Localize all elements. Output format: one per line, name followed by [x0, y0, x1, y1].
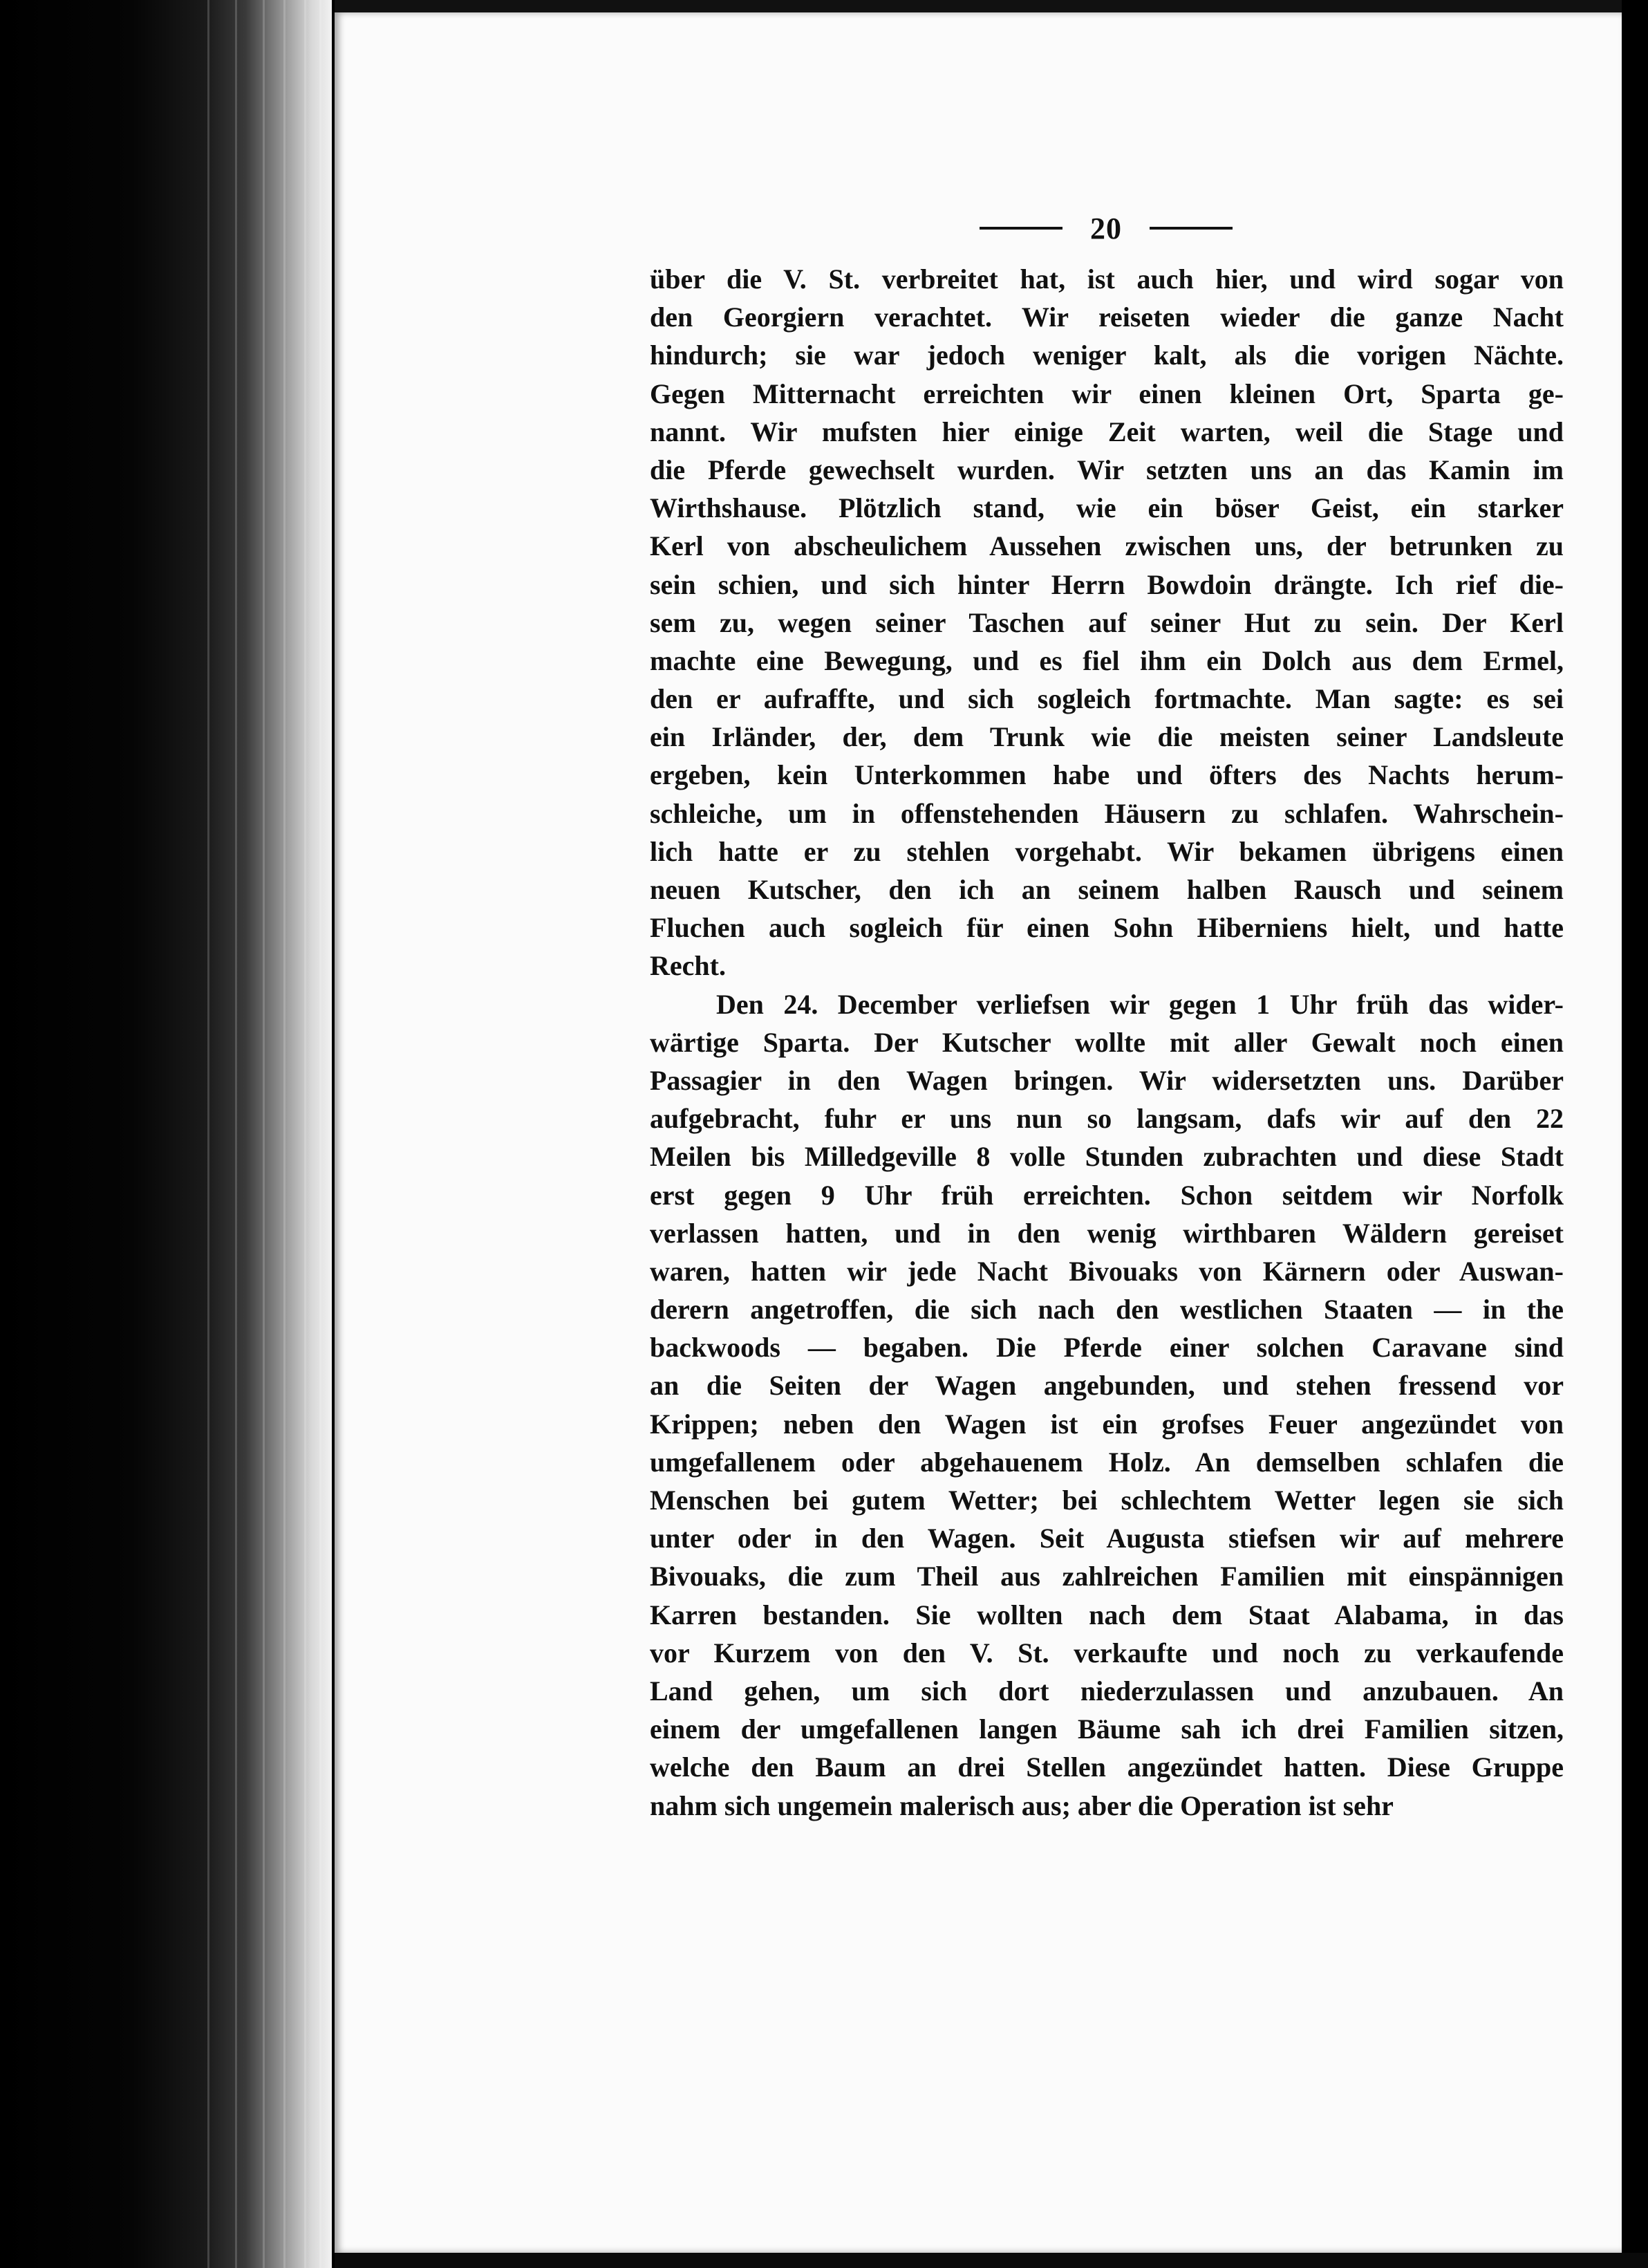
text-line: schleiche, um in offenstehenden Häusern zu schlafen. Wahrschein- — [650, 797, 1564, 829]
book-spine — [0, 0, 332, 2268]
text-line: umgefallenem oder abgehauenem Holz. An demselben schlafen die — [650, 1446, 1564, 1478]
text-line: lich hatte er zu stehlen vorgehabt. Wir bekamen übrigens einen — [650, 835, 1564, 867]
text-line: Bivouaks, die zum Theil aus zahlreichen Familien mit einspännigen — [650, 1561, 1564, 1592]
text-line: nannt. Wir mufsten hier einige Zeit warten, weil die Stage und — [650, 416, 1564, 447]
text-line: Gegen Mitternacht erreichten wir einen kleinen Ort, Sparta ge- — [650, 378, 1564, 409]
text-line: Land gehen, um sich dort niederzulassen und anzubauen. An — [650, 1675, 1564, 1707]
text-line: Menschen bei gutem Wetter; bei schlechtem Wetter legen sie sich — [650, 1485, 1564, 1516]
text-line: vor Kurzem von den V. St. verkaufte und noch zu verkaufende — [650, 1637, 1564, 1669]
text-line: waren, hatten wir jede Nacht Bivouaks von Kärnern oder Auswan- — [650, 1255, 1564, 1287]
spine-page-edge — [235, 0, 237, 2268]
scan-border-bottom — [335, 2253, 1648, 2268]
text-line: aufgebracht, fuhr er uns nun so langsam, dafs wir auf den 22 — [650, 1103, 1564, 1135]
text-line: unter oder in den Wagen. Seit Augusta stiefsen wir auf mehrere — [650, 1523, 1564, 1554]
text-line: Passagier in den Wagen bringen. Wir widersetzten uns. Darüber — [650, 1064, 1564, 1096]
text-line: Kerl von abscheulichem Aussehen zwischen uns, der betrunken zu — [650, 530, 1564, 562]
text-line: machte eine Bewegung, und es fiel ihm ein Dolch aus dem Ermel, — [650, 644, 1564, 676]
text-line: derern angetroffen, die sich nach den westlichen Staaten — in the — [650, 1294, 1564, 1326]
text-line: welche den Baum an drei Stellen angezündet hatten. Diese Gruppe — [650, 1751, 1564, 1783]
text-line: erst gegen 9 Uhr früh erreichten. Schon seitdem wir Norfolk — [650, 1179, 1564, 1211]
text-line: nahm sich ungemein malerisch aus; aber die Operation ist sehr — [650, 1790, 1394, 1821]
text-line: Fluchen auch sogleich für einen Sohn Hiberniens hielt, und hatte — [650, 912, 1564, 944]
text-line: an die Seiten der Wagen angebunden, und stehen fressend vor — [650, 1370, 1564, 1402]
text-line: sem zu, wegen seiner Taschen auf seiner Hut zu sein. Der Kerl — [650, 606, 1564, 638]
spine-page-edge — [207, 0, 209, 2268]
body-text — [650, 260, 1564, 1825]
page-header — [650, 207, 1562, 249]
text-line: hindurch; sie war jedoch weniger kalt, als die vorigen Nächte. — [650, 340, 1564, 371]
text-line: Krippen; neben den Wagen ist ein grofses Feuer angezündet von — [650, 1408, 1564, 1440]
scan-border-right — [1622, 0, 1648, 2268]
text-line: den Georgiern verachtet. Wir reiseten wieder die ganze Nacht — [650, 301, 1564, 333]
text-line: verlassen hatten, und in den wenig wirthbaren Wäldern gereiset — [650, 1217, 1564, 1249]
header-rule-right — [1150, 227, 1233, 230]
page-number: 20 — [1090, 211, 1122, 245]
text-line: die Pferde gewechselt wurden. Wir setzten uns an das Kamin im — [650, 454, 1564, 485]
text-line: über die V. St. verbreitet hat, ist auch hier, und wird sogar von — [650, 263, 1564, 295]
text-line: wärtige Sparta. Der Kutscher wollte mit aller Gewalt noch einen — [650, 1026, 1564, 1058]
text-line: neuen Kutscher, den ich an seinem halben Rausch und seinem — [650, 874, 1564, 905]
spine-page-edge — [263, 0, 265, 2268]
spine-page-edge — [283, 0, 285, 2268]
header-rule-left — [980, 227, 1062, 230]
text-line: einem der umgefallenen langen Bäume sah ich drei Familien sitzen, — [650, 1713, 1564, 1745]
text-line: Wirthshause. Plötzlich stand, wie ein böser Geist, ein starker — [650, 492, 1564, 524]
text-line: den er aufraffte, und sich sogleich fortmachte. Man sagte: es sei — [650, 683, 1564, 715]
spine-page-edge — [319, 0, 321, 2268]
text-line: sein schien, und sich hinter Herrn Bowdoin drängte. Ich rief die- — [650, 568, 1564, 600]
text-line: ergeben, kein Unterkommen habe und öfters des Nachts herum- — [650, 759, 1564, 791]
spine-page-edge — [304, 0, 306, 2268]
text-line: Recht. — [650, 950, 726, 982]
text-line: ein Irländer, der, dem Trunk wie die meisten seiner Landsleute — [650, 721, 1564, 753]
text-line: backwoods — begaben. Die Pferde einer solchen Caravane sind — [650, 1332, 1564, 1364]
scan-border-top — [335, 0, 1648, 12]
text-line: Den 24. December verliefsen wir gegen 1 Uhr früh das wider- — [716, 988, 1564, 1020]
text-line: Karren bestanden. Sie wollten nach dem Staat Alabama, in das — [650, 1599, 1564, 1630]
text-line: Meilen bis Milledgeville 8 volle Stunden zubrachten und diese Stadt — [650, 1141, 1564, 1173]
